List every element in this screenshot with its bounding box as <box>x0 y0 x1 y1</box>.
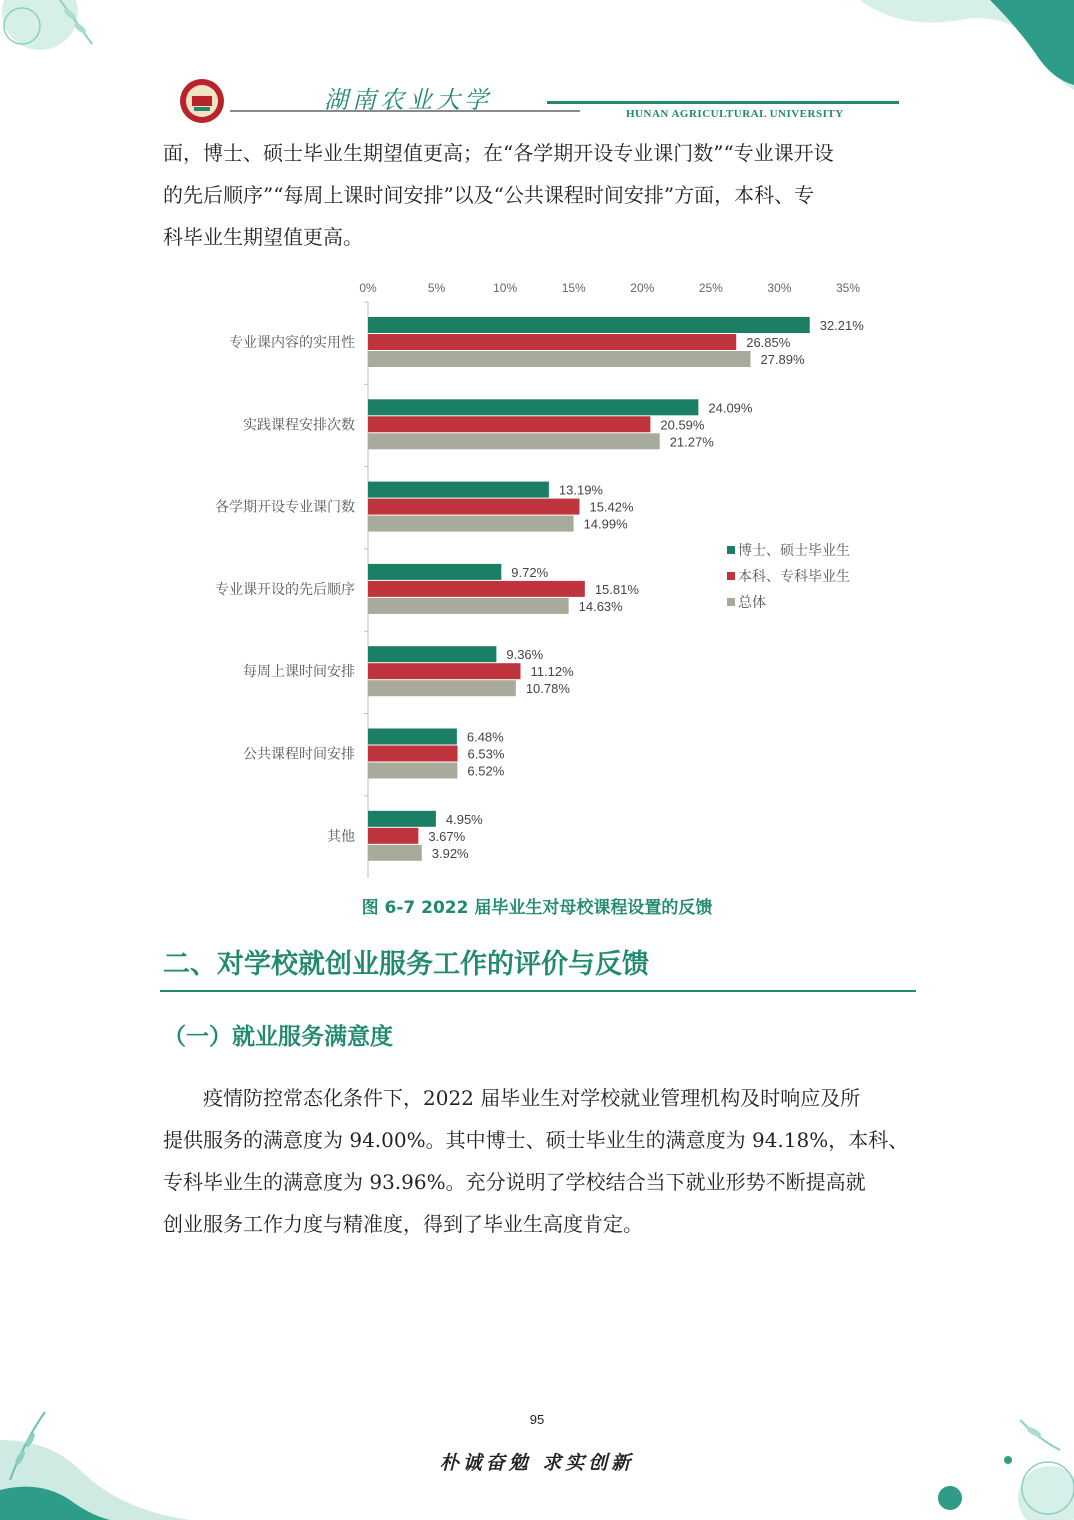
x-tick-label: 10% <box>493 281 518 295</box>
bar <box>368 598 569 614</box>
bar <box>368 828 418 844</box>
data-label: 26.85% <box>746 335 791 350</box>
data-label: 9.36% <box>506 647 544 663</box>
university-name-cn: 湖南农业大学 <box>324 86 492 114</box>
category-label: 专业课开设的先后顺序 <box>215 580 355 597</box>
bar <box>368 433 660 449</box>
x-tick-label: 25% <box>698 281 723 295</box>
header-rule-right <box>547 101 899 104</box>
category-label: 其他 <box>327 827 355 844</box>
category-label: 公共课程时间安排 <box>243 745 355 762</box>
section-title-rule <box>160 990 916 992</box>
bar <box>368 811 436 827</box>
data-label: 32.21% <box>819 318 864 333</box>
x-tick-label: 0% <box>359 281 377 295</box>
data-label: 6.48% <box>466 729 504 745</box>
data-label: 14.99% <box>583 516 628 532</box>
footer-motto: 朴诚奋勉 求实创新 <box>439 1452 635 1474</box>
figure-caption: 图 6-7 2022 届毕业生对母校课程设置的反馈 <box>361 898 713 918</box>
intro-line: 面，博士、硕士毕业生期望值更高；在“各学期开设专业课门数”“专业课开设 <box>163 141 834 165</box>
subsection-title: （一）就业服务满意度 <box>163 1024 393 1050</box>
body-line: 提供服务的满意度为 94.00%。其中博士、硕士毕业生的满意度为 94.18%，本科、 <box>163 1128 909 1152</box>
university-seal-logo <box>179 78 225 124</box>
category-label: 专业课内容的实用性 <box>229 334 355 350</box>
intro-paragraph <box>163 132 915 258</box>
intro-line: 科毕业生期望值更高。 <box>163 225 363 249</box>
data-label: 21.27% <box>669 434 714 450</box>
data-label: 15.81% <box>594 581 639 597</box>
bar <box>368 746 458 762</box>
bar <box>368 646 496 662</box>
bar <box>368 334 736 350</box>
bar <box>368 399 698 415</box>
data-label: 24.09% <box>708 400 753 416</box>
legend-label: 博士、硕士毕业生 <box>738 542 850 558</box>
course-feedback-bar-chart <box>0 270 1074 880</box>
legend-swatch <box>727 546 735 554</box>
bar <box>368 763 457 779</box>
bar <box>368 482 549 498</box>
bar <box>368 663 521 679</box>
bar <box>368 499 579 515</box>
intro-line: 的先后顺序”“每周上课时间安排”以及“公共课程时间安排”方面，本科、专 <box>163 183 815 207</box>
body-line: 专科毕业生的满意度为 93.96%。充分说明了学校结合当下就业形势不断提高就 <box>163 1170 866 1194</box>
data-label: 13.19% <box>558 482 603 498</box>
category-label: 实践课程安排次数 <box>243 416 355 433</box>
body-paragraph <box>163 1077 915 1245</box>
bar <box>368 516 574 532</box>
university-name-en: HUNAN AGRICULTURAL UNIVERSITY <box>626 108 844 120</box>
data-label: 10.78% <box>525 681 570 697</box>
legend-label: 总体 <box>738 594 766 610</box>
data-label: 3.67% <box>428 828 466 844</box>
data-label: 6.52% <box>467 763 505 779</box>
bar <box>368 729 457 745</box>
data-label: 6.53% <box>467 746 505 762</box>
page-number: 95 <box>529 1412 545 1427</box>
bar <box>368 416 650 432</box>
data-label: 15.42% <box>589 499 634 515</box>
bar <box>368 581 585 597</box>
legend-swatch <box>727 572 735 580</box>
data-label: 9.72% <box>511 564 549 580</box>
category-label: 每周上课时间安排 <box>243 663 355 680</box>
data-label: 14.63% <box>578 598 623 614</box>
x-tick-label: 35% <box>835 281 861 295</box>
section-title: 二、对学校就创业服务工作的评价与反馈 <box>163 949 649 980</box>
legend-swatch <box>727 598 735 606</box>
corner-decoration-top-left <box>0 0 120 60</box>
corner-decoration-top-right <box>840 0 1074 100</box>
data-label: 3.92% <box>431 845 469 861</box>
data-label: 20.59% <box>660 417 705 433</box>
x-tick-label: 20% <box>630 281 655 295</box>
bar <box>368 680 516 696</box>
data-label: 11.12% <box>530 664 574 680</box>
x-tick-label: 30% <box>767 281 792 295</box>
bar <box>368 351 750 367</box>
data-label: 4.95% <box>445 811 483 827</box>
category-label: 各学期开设专业课门数 <box>215 498 355 515</box>
bar <box>368 564 501 580</box>
x-tick-label: 15% <box>561 281 586 295</box>
body-line: 创业服务工作力度与精准度，得到了毕业生高度肯定。 <box>163 1212 643 1236</box>
body-line: 疫情防控常态化条件下，2022 届毕业生对学校就业管理机构及时响应及所 <box>203 1086 861 1110</box>
data-label: 27.89% <box>760 352 805 367</box>
legend-label: 本科、专科毕业生 <box>738 568 850 584</box>
bar <box>368 317 810 333</box>
x-tick-label: 5% <box>427 281 446 295</box>
bar <box>368 845 422 861</box>
